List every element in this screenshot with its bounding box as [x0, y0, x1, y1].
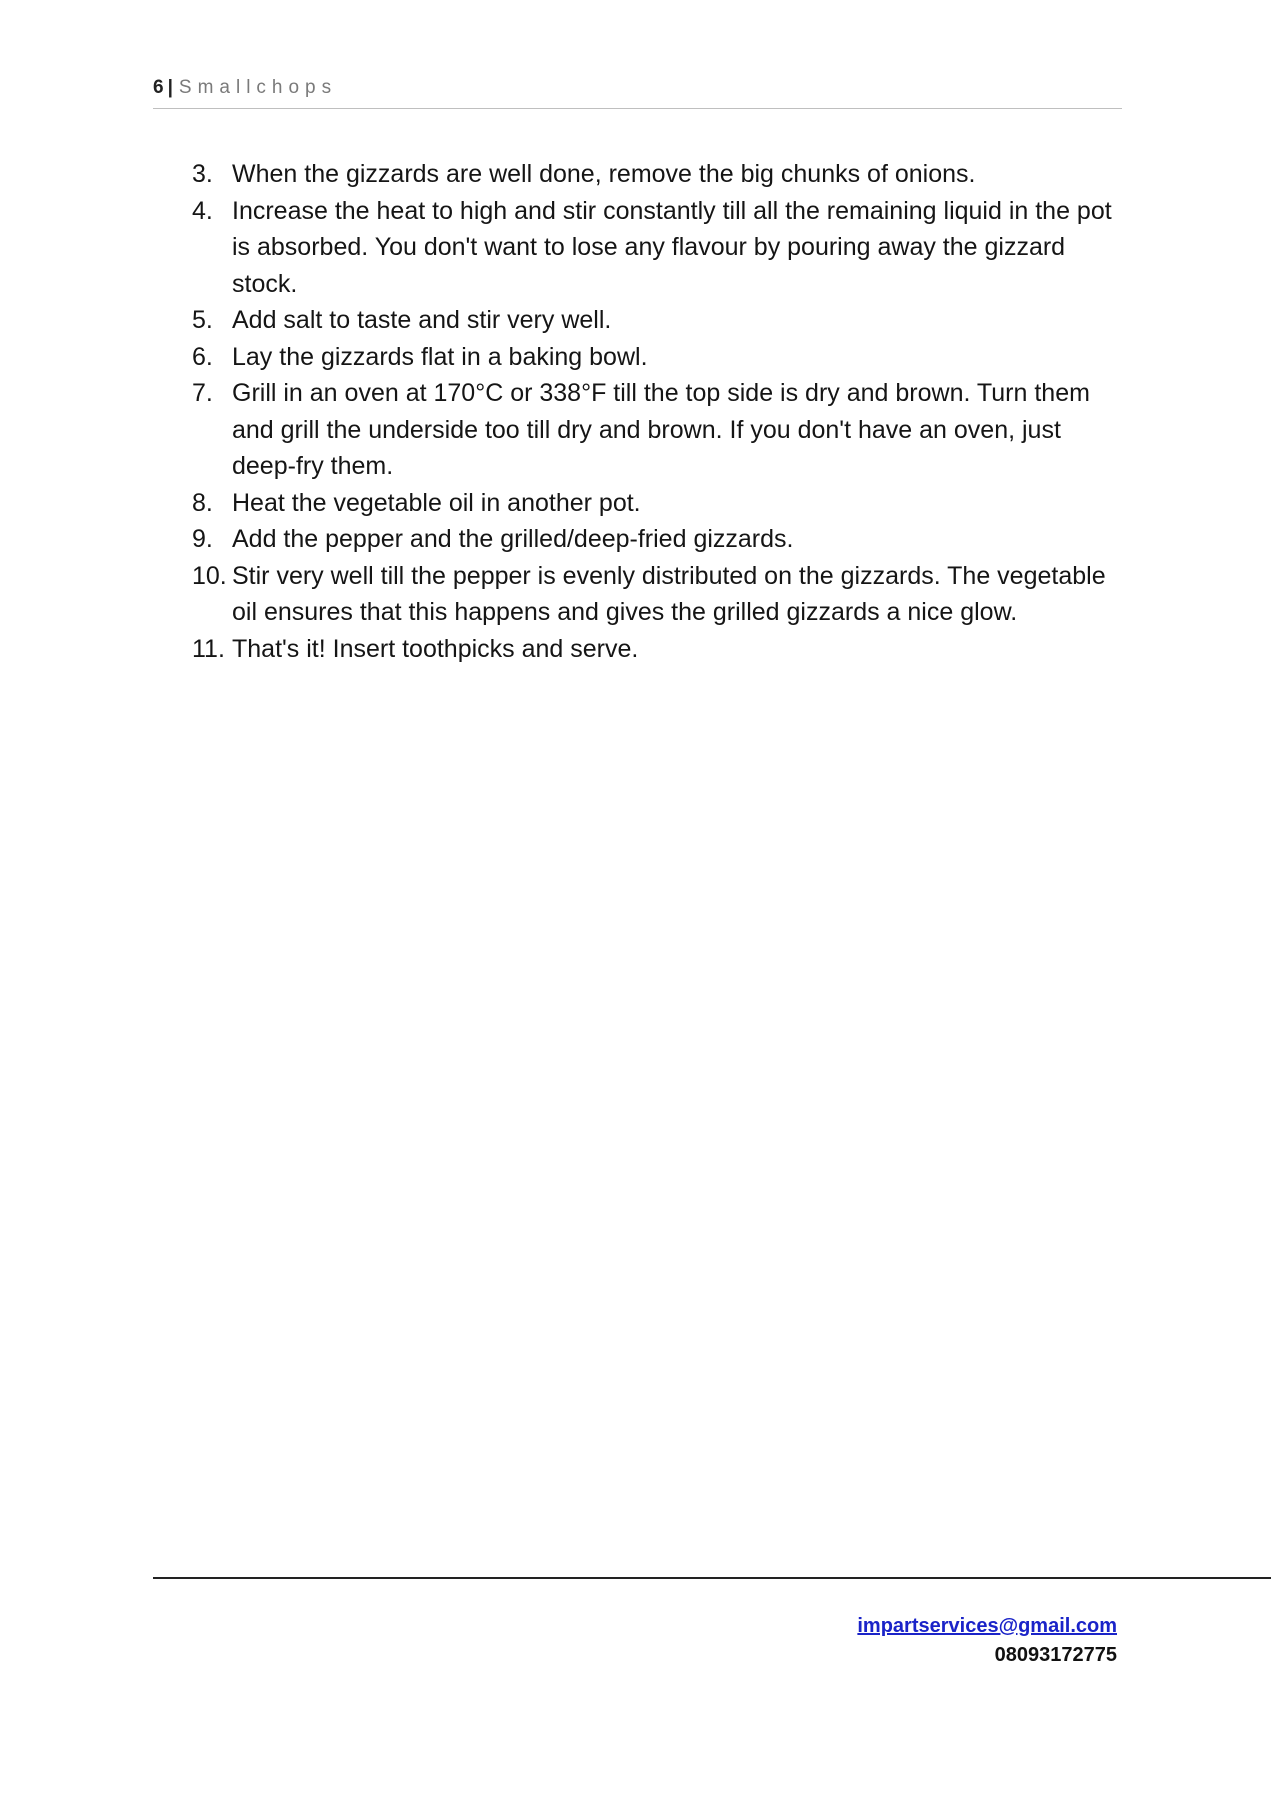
step-text: That's it! Insert toothpicks and serve. [232, 634, 639, 663]
list-item [192, 631, 1122, 668]
step-text: Increase the heat to high and stir constantly till all the remaining liquid in the pot is absorbed. You don't want to lose any flavour by pouring away the gizzard stock. [232, 196, 1112, 298]
footer-contact [857, 1612, 1117, 1670]
page-header [153, 76, 1122, 109]
step-text: Add the pepper and the grilled/deep-fried gizzards. [232, 525, 794, 553]
list-item [192, 156, 1122, 193]
step-number: 10. [192, 561, 227, 590]
list-item [192, 521, 1122, 558]
step-number: 7. [192, 379, 213, 407]
phone-number: 08093172775 [994, 1644, 1117, 1666]
list-item [192, 558, 1122, 631]
list-item [192, 485, 1122, 522]
step-number: 9. [192, 525, 213, 553]
step-text: Add salt to taste and stir very well. [232, 306, 612, 334]
step-number: 4. [192, 196, 213, 225]
email-link[interactable]: impartservices@gmail.com [857, 1615, 1117, 1637]
step-number: 8. [192, 488, 213, 517]
footer-divider [153, 1577, 1271, 1579]
step-text: Lay the gizzards flat in a baking bowl. [232, 342, 648, 371]
page-number: 6 [153, 77, 164, 98]
step-text: When the gizzards are well done, remove the big chunks of onions. [232, 160, 976, 188]
list-item [192, 193, 1122, 303]
header-separator: | [167, 77, 173, 98]
step-number: 5. [192, 306, 213, 334]
step-text: Grill in an oven at 170°C or 338°F till the top side is dry and brown. Turn them and grill the underside too till dry and brown. If you don't have an oven, just deep-fry them. [232, 379, 1090, 480]
list-item [192, 339, 1122, 376]
list-item [192, 302, 1122, 339]
list-item [192, 375, 1122, 485]
step-number: 6. [192, 342, 213, 371]
step-number: 11. [192, 634, 225, 663]
book-title: Smallchops [178, 77, 338, 98]
recipe-steps-list [192, 156, 1122, 667]
step-text: Heat the vegetable oil in another pot. [232, 488, 641, 517]
step-number: 3. [192, 160, 213, 188]
step-text: Stir very well till the pepper is evenly distributed on the gizzards. The vegetable oil ensures that this happens and gives the grilled gizzards a nice glow. [232, 561, 1106, 626]
